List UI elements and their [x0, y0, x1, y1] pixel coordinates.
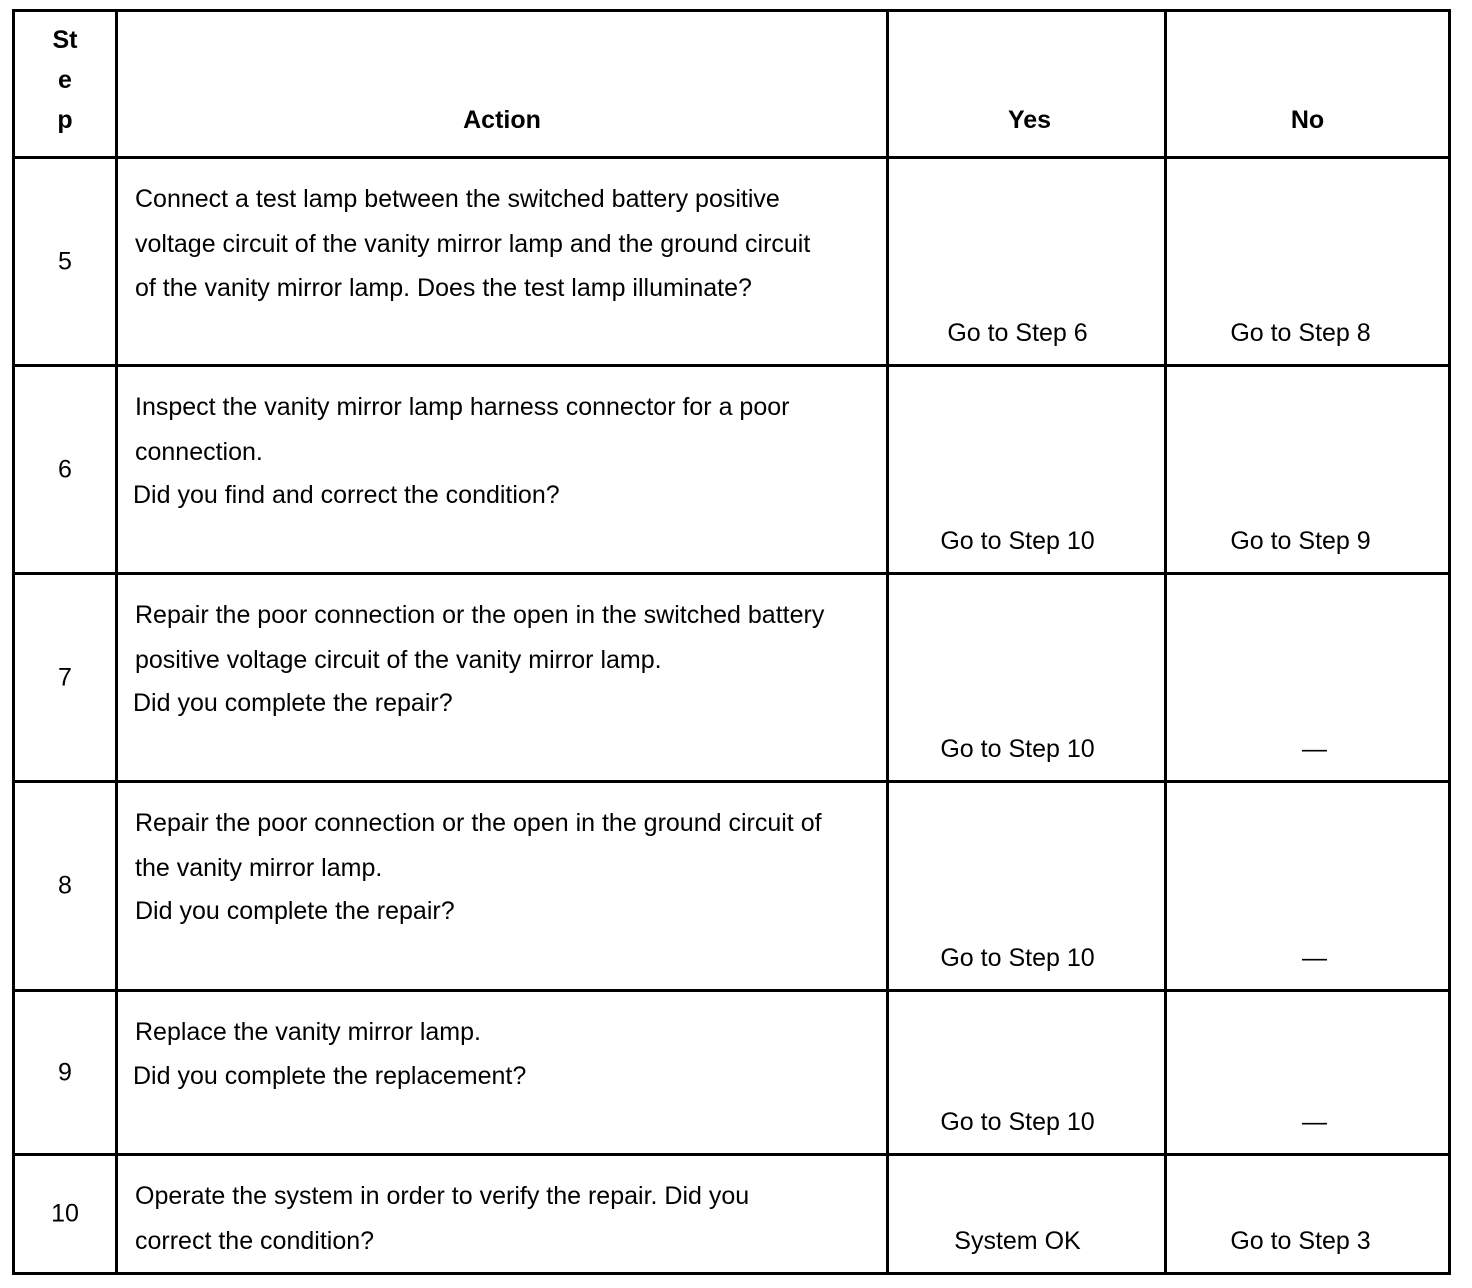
yes-cell: [888, 991, 1166, 1155]
yes-header-label: Yes: [1007, 106, 1052, 134]
step-cell: [14, 1155, 117, 1274]
step-header-label: St ep: [52, 26, 78, 134]
no-cell: [1166, 991, 1450, 1155]
action-cell: [117, 782, 888, 991]
step-cell: [14, 574, 117, 782]
step-number: 10: [51, 1199, 79, 1228]
action-text: Operate the system in order to verify the repair. Did you correct the condition?: [135, 1182, 750, 1255]
no-cell: [1166, 574, 1450, 782]
step-number: 5: [58, 247, 72, 275]
no-result: —: [1302, 1108, 1327, 1136]
step-header: [14, 11, 117, 158]
action-text: Inspect the vanity mirror lamp harness connector for a poor connection.: [135, 393, 790, 466]
action-cell: [117, 1155, 888, 1274]
table-row: [14, 1155, 1450, 1274]
no-result: Go to Step 9: [1230, 527, 1371, 555]
yes-cell: [888, 782, 1166, 991]
step-number: 6: [58, 455, 72, 483]
yes-cell: [888, 574, 1166, 782]
no-cell: [1166, 1155, 1450, 1274]
table-row: [14, 991, 1450, 1155]
step-number: 7: [58, 663, 72, 691]
yes-header: [888, 11, 1166, 158]
no-result: Go to Step 3: [1230, 1227, 1371, 1255]
no-cell: [1166, 158, 1450, 366]
no-result: —: [1302, 735, 1327, 763]
action-cell: [117, 991, 888, 1155]
yes-result: Go to Step 10: [940, 1108, 1095, 1136]
step-cell: [14, 158, 117, 366]
no-result: Go to Step 8: [1230, 319, 1371, 347]
step-number: 8: [58, 871, 72, 900]
action-question: Did you complete the repair?: [135, 897, 455, 925]
table-row: [14, 574, 1450, 782]
no-cell: [1166, 782, 1450, 991]
action-question: Did you complete the repair?: [133, 689, 453, 717]
action-header: [117, 11, 888, 158]
action-cell: [117, 574, 888, 782]
table-row: [14, 782, 1450, 991]
action-text: Repair the poor connection or the open in the ground circuit of the vanity mirror lamp.: [135, 809, 822, 882]
diagnostic-table: [12, 9, 1451, 1275]
yes-result: System OK: [954, 1227, 1081, 1255]
action-question: Did you complete the replacement?: [133, 1061, 527, 1090]
action-text: Connect a test lamp between the switched battery positive voltage circuit of the vanity mirror lamp and the ground circuit of the vanity mirror lamp. Does the test lamp illuminate?: [135, 185, 811, 302]
action-cell: [117, 366, 888, 574]
table-row: [14, 366, 1450, 574]
step-number: 9: [58, 1058, 72, 1086]
step-cell: [14, 366, 117, 574]
yes-cell: [888, 366, 1166, 574]
action-cell: [117, 158, 888, 366]
yes-result: Go to Step 10: [940, 944, 1095, 972]
yes-cell: [888, 158, 1166, 366]
header-row: [14, 11, 1450, 158]
step-cell: [14, 782, 117, 991]
step-cell: [14, 991, 117, 1155]
no-header: [1166, 11, 1450, 158]
yes-result: Go to Step 10: [940, 735, 1095, 763]
yes-result: Go to Step 10: [940, 527, 1095, 555]
action-question: Did you find and correct the condition?: [133, 481, 560, 509]
no-cell: [1166, 366, 1450, 574]
action-text: Repair the poor connection or the open in the switched battery positive voltage circuit of the vanity mirror lamp.: [135, 601, 825, 674]
no-result: —: [1302, 944, 1327, 972]
no-header-label: No: [1290, 106, 1325, 134]
action-header-label: Action: [463, 106, 541, 134]
action-text: Replace the vanity mirror lamp.: [135, 1018, 481, 1046]
table-row: [14, 158, 1450, 366]
yes-cell: [888, 1155, 1166, 1274]
yes-result: Go to Step 6: [947, 319, 1088, 347]
